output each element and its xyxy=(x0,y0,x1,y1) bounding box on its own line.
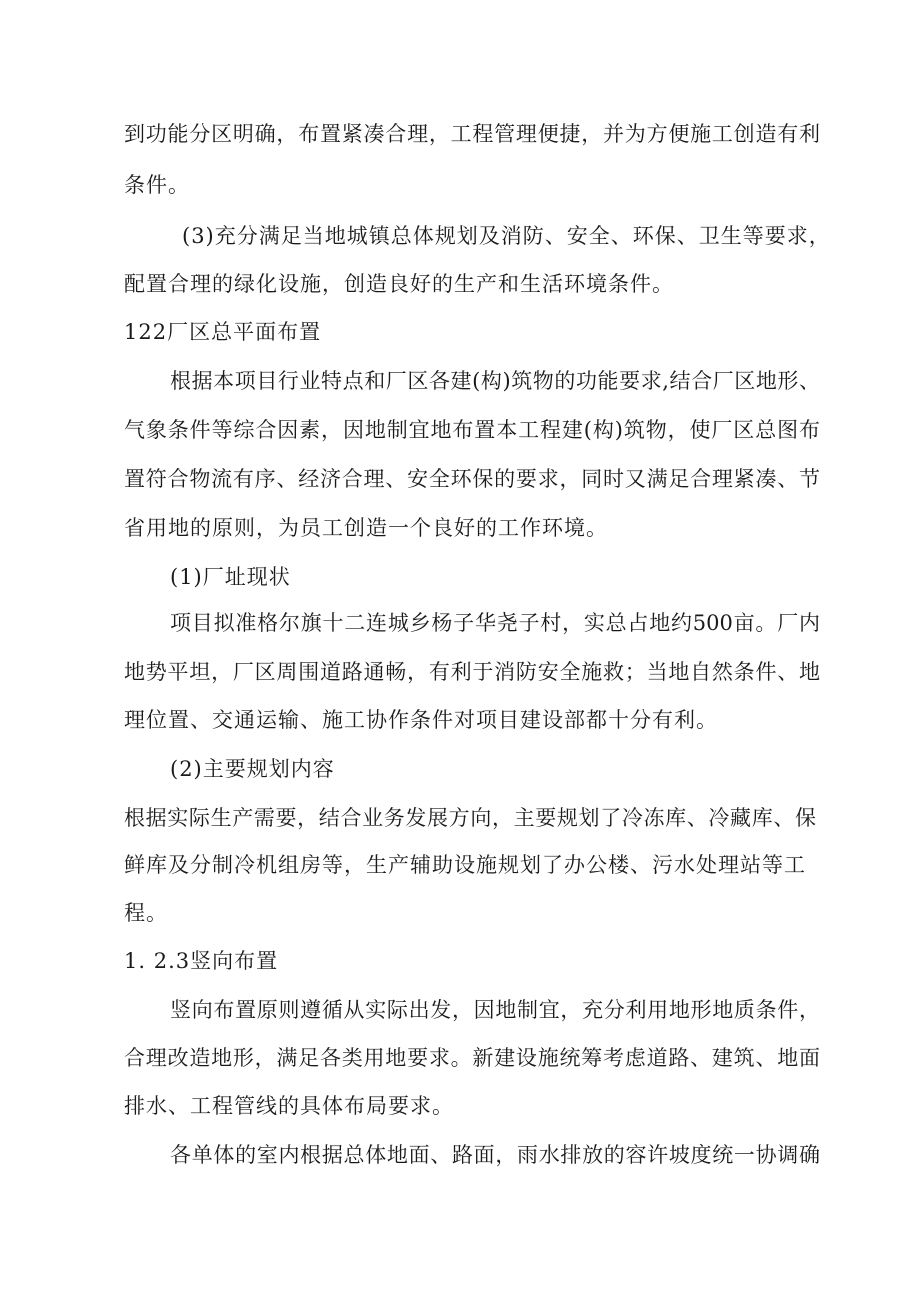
body-line-2: 条件。 xyxy=(124,173,190,197)
para-site-line-2: 地势平坦，厂区周围道路通畅，有利于消防安全施救；当地自然条件、地 xyxy=(124,660,820,684)
section-heading-1-2-3: 1. 2.3竖向布置 xyxy=(124,949,279,973)
para-layout-line-3: 置符合物流有序、经济合理、安全环保的要求，同时又满足合理紧凑、节 xyxy=(124,467,820,491)
para-layout-line-2: 气象条件等综合因素，因地制宜地布置本工程建(构)筑物，使厂区总图布 xyxy=(124,418,820,442)
para-planning-line-3: 程。 xyxy=(124,901,168,925)
para-planning-line-1: 根据实际生产需要，结合业务发展方向，主要规划了冷冻库、冷藏库、保 xyxy=(124,806,816,830)
body-line-1: 到功能分区明确，布置紧凑合理，工程管理便捷，并为方便施工创造有利 xyxy=(124,122,820,146)
subheading-main-planning: (2)主要规划内容 xyxy=(170,757,335,781)
section-heading-1-2-2: 122厂区总平面布置 xyxy=(124,320,322,344)
para-site-line-1: 项目拟准格尔旗十二连城乡杨子华尧子村，实总占地约500亩。厂内 xyxy=(170,611,820,635)
para-vertical-line-3: 排水、工程管线的具体布局要求。 xyxy=(124,1094,454,1118)
para-vertical-line-1: 竖向布置原则遵循从实际出发，因地制宜，充分利用地形地质条件， xyxy=(170,998,820,1022)
para-site-line-3: 理位置、交通运输、施工协作条件对项目建设部都十分有利。 xyxy=(124,708,718,732)
item-3-line-1: (3)充分满足当地城镇总体规划及消防、安全、环保、卫生等要求， xyxy=(182,224,831,248)
para-vertical-line-2: 合理改造地形，满足各类用地要求。新建设施统筹考虑道路、建筑、地面 xyxy=(124,1046,820,1070)
para-planning-line-2: 鲜库及分制冷机组房等，生产辅助设施规划了办公楼、污水处理站等工 xyxy=(124,853,806,877)
subheading-site-status: (1)厂址现状 xyxy=(170,565,291,589)
para-layout-line-4: 省用地的原则，为员工创造一个良好的工作环境。 xyxy=(124,516,608,540)
para-unit-line-1: 各单体的室内根据总体地面、路面，雨水排放的容许坡度统一协调确 xyxy=(170,1143,820,1167)
item-3-line-2: 配置合理的绿化设施，创造良好的生产和生活环境条件。 xyxy=(124,272,674,296)
para-layout-line-1: 根据本项目行业特点和厂区各建(构)筑物的功能要求,结合厂区地形、 xyxy=(170,369,820,393)
